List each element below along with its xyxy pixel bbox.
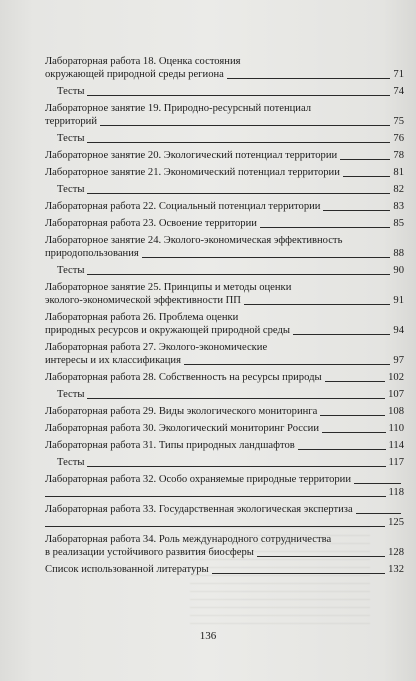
entry-title-line1: Лабораторная работа 18. Оценка состояния — [45, 56, 241, 67]
entry-title-line2: природопользования — [45, 248, 139, 259]
entry-page: 83 — [393, 201, 404, 212]
dot-leader — [356, 512, 401, 514]
dot-leader — [45, 525, 385, 527]
dot-leader — [340, 158, 390, 160]
dot-leader — [298, 448, 386, 450]
entry-title-line1: Лабораторное занятие 25. Принципы и методы оценки — [45, 282, 292, 293]
toc-entry — [45, 281, 404, 307]
dot-leader — [184, 363, 390, 365]
toc-entry — [45, 102, 404, 128]
toc-entry — [45, 217, 404, 230]
toc-entry — [45, 311, 404, 337]
dot-leader — [87, 94, 390, 96]
entry-page: 110 — [388, 423, 404, 434]
table-of-contents — [45, 55, 404, 580]
entry-title-line2: территорий — [45, 116, 98, 127]
entry-title: Лабораторное занятие 20. Экологический потенциал территории — [45, 150, 338, 161]
dot-leader — [87, 465, 385, 467]
entry-title: Тесты — [57, 86, 85, 97]
entry-page: 97 — [393, 355, 404, 366]
entry-title: Тесты — [57, 389, 85, 400]
entry-page: 71 — [393, 69, 404, 80]
dot-leader — [354, 482, 401, 484]
entry-title-line1: Лабораторная работа 26. Проблема оценки — [45, 312, 239, 323]
toc-entry — [45, 200, 404, 213]
dot-leader — [227, 77, 391, 79]
dot-leader — [87, 141, 390, 143]
dot-leader — [257, 555, 385, 557]
dot-leader — [323, 209, 390, 211]
entry-title: Тесты — [57, 457, 85, 468]
dot-leader — [322, 431, 386, 433]
entry-page: 128 — [388, 547, 404, 558]
toc-entry-tests — [45, 456, 404, 469]
entry-page: 82 — [393, 184, 404, 195]
entry-title: Лабораторная работа 30. Экологический мониторинг России — [45, 423, 319, 434]
toc-entry — [45, 149, 404, 162]
entry-title-line2: интересы и их классификация — [45, 355, 181, 366]
entry-title-line1: Лабораторная работа 34. Роль международного сотрудничества — [45, 534, 332, 545]
entry-page: 114 — [388, 440, 404, 451]
entry-title: Лабораторная работа 23. Освоение территории — [45, 218, 257, 229]
dot-leader — [343, 175, 391, 177]
entry-page: 75 — [393, 116, 404, 127]
dot-leader — [244, 303, 390, 305]
entry-title: Лабораторная работа 22. Социальный потенциал территории — [45, 201, 321, 212]
entry-title-line1: Лабораторное занятие 19. Природно-ресурсный потенциал — [45, 103, 312, 114]
entry-page: 117 — [388, 457, 404, 468]
toc-entry-tests — [45, 264, 404, 277]
toc-entry — [45, 371, 404, 384]
entry-title: Тесты — [57, 265, 85, 276]
entry-page: 85 — [393, 218, 404, 229]
entry-page: 88 — [393, 248, 404, 259]
dot-leader — [100, 124, 390, 126]
entry-title: Список использованной литературы — [45, 564, 209, 575]
toc-entry-tests — [45, 132, 404, 145]
entry-title: Лабораторная работа 28. Собственность на ресурсы природы — [45, 372, 322, 383]
entry-title: Лабораторная работа 29. Виды экологического мониторинга — [45, 406, 318, 417]
toc-entry-tests — [45, 85, 404, 98]
toc-entry — [45, 533, 404, 559]
entry-page: 90 — [393, 265, 404, 276]
entry-page: 125 — [388, 517, 404, 528]
entry-page: 76 — [393, 133, 404, 144]
entry-title: Лабораторная работа 33. Государственная экологическая экспертиза — [45, 504, 353, 515]
toc-entry — [45, 563, 404, 576]
entry-title: Лабораторная работа 32. Особо охраняемые природные территории — [45, 474, 352, 485]
toc-entry — [45, 55, 404, 81]
dot-leader — [87, 397, 385, 399]
dot-leader — [293, 333, 390, 335]
entry-title-line2: эколого-экономической эффективности ПП — [45, 295, 241, 306]
dot-leader — [260, 226, 390, 228]
entry-title-line2: окружающей природной среды региона — [45, 69, 224, 80]
entry-page: 81 — [393, 167, 404, 178]
entry-page: 91 — [393, 295, 404, 306]
toc-entry-tests — [45, 183, 404, 196]
entry-title-line2: в реализации устойчивого развития биосферы — [45, 547, 254, 558]
toc-entry — [45, 234, 404, 260]
toc-entry — [45, 503, 404, 529]
dot-leader — [142, 256, 391, 258]
toc-entry — [45, 439, 404, 452]
entry-page: 132 — [388, 564, 404, 575]
toc-entry — [45, 166, 404, 179]
entry-page: 118 — [388, 487, 404, 498]
entry-page: 108 — [388, 406, 404, 417]
entry-page: 107 — [388, 389, 404, 400]
entry-page: 94 — [393, 325, 404, 336]
toc-entry — [45, 405, 404, 418]
toc-entry — [45, 473, 404, 499]
dot-leader — [320, 414, 385, 416]
toc-entry — [45, 422, 404, 435]
toc-entry — [45, 341, 404, 367]
dot-leader — [325, 380, 386, 382]
entry-page: 102 — [388, 372, 404, 383]
page-number: 136 — [199, 630, 217, 642]
entry-title: Тесты — [57, 133, 85, 144]
toc-entry-tests — [45, 388, 404, 401]
entry-title-line1: Лабораторное занятие 24. Эколого-экономическая эффективность — [45, 235, 343, 246]
entry-title-line2: природных ресурсов и окружающей природной среды — [45, 325, 290, 336]
entry-page: 78 — [393, 150, 404, 161]
dot-leader — [87, 192, 390, 194]
dot-leader — [212, 572, 385, 574]
entry-title: Лабораторная работа 31. Типы природных ландшафтов — [45, 440, 295, 451]
dot-leader — [87, 273, 390, 275]
entry-page: 74 — [393, 86, 404, 97]
entry-title: Лабораторное занятие 21. Экономический потенциал территории — [45, 167, 340, 178]
entry-title: Тесты — [57, 184, 85, 195]
dot-leader — [45, 495, 386, 497]
entry-title-line1: Лабораторная работа 27. Эколого-экономические — [45, 342, 268, 353]
